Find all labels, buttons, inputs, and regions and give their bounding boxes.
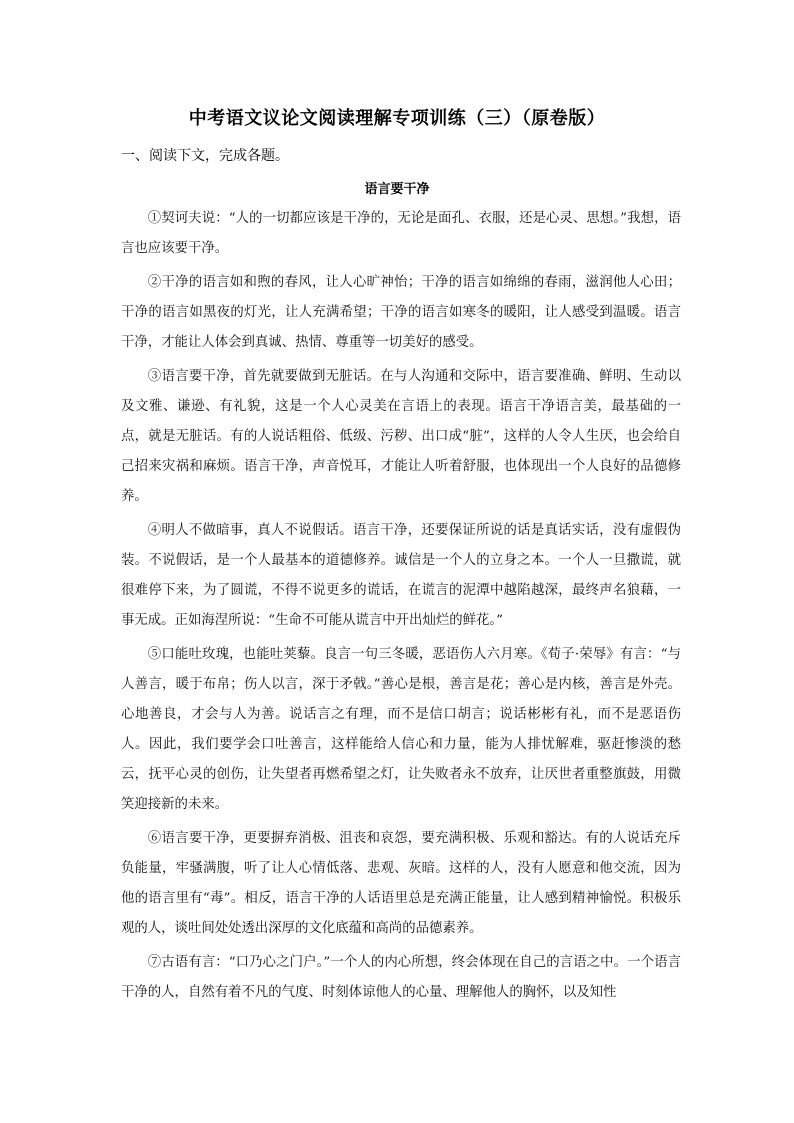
document-title: 中考语文议论文阅读理解专项训练（三）（原卷版） <box>188 108 606 129</box>
paragraph-6: ⑥语言要干净，更要摒弃消极、沮丧和哀怨，要充满积极、乐观和豁达。有的人说话充斥负能量，牢骚满腹，听了让人心情低落、悲观、灰暗。这样的人，没有人愿意和他交流，因为他的语言里有“毒”。相反，语言干净的人话语里总是充满正能量，让人感到精神愉悦。积极乐观的人，谈吐间处处透出深厚的文化底蕴和高尚的品德素养。 <box>121 831 681 936</box>
paragraph-5: ⑤口能吐玫瑰，也能吐荚藜。良言一句三冬暖，恶语伤人六月寒。《荀子·荣辱》有言：“与人善言，暖于布帛；伤人以言，深于矛戟。”善心是根，善言是花；善心是内核，善言是外壳。心地善良，才会与人为善。说话言之有理，而不是信口胡言；说话彬彬有礼，而不是恶语伤人。因此，我们要学会口吐善言，这样能给人信心和力量，能为人排忧解难，驱赶惨淡的愁云，抚平心灵的创伤，让失望者再燃希望之灯，让失败者永不放弃，让厌世者重整旗鼓，用微笑迎接新的未来。 <box>121 647 681 812</box>
article-title: 语言要干净 <box>364 182 430 197</box>
paragraph-2: ②干净的语言如和煦的春风，让人心旷神怡；干净的语言如绵绵的春雨，滋润他人心田；干净的语言如黑夜的灯光，让人充满希望；干净的语言如寒冬的暖阳，让人感受到温暖。语言干净，才能让人体会到真诚、热情、尊重等一切美好的感受。 <box>121 275 681 350</box>
paragraph-1: ①契诃夫说：“人的一切都应该是干净的，无论是面孔、衣服，还是心灵、思想。”我想，语言也应该要干净。 <box>121 211 681 256</box>
paragraph-3: ③语言要干净，首先就要做到无脏话。在与人沟通和交际中，语言要准确、鲜明、生动以及文雅、谦逊、有礼貌，这是一个人心灵美在言语上的表现。语言干净语言美，最基础的一点，就是无脏话。有的人说话粗俗、低级、污秽、出口成“脏”，这样的人令人生厌，也会给自己招来灾祸和麻烦。语言干净，声音悦耳，才能让人听着舒服，也体现出一个人良好的品德修养。 <box>121 369 681 504</box>
question-instruction: 一、阅读下文，完成各题。 <box>121 148 289 164</box>
paragraph-7: ⑦古语有言：“口乃心之门户。”一个人的内心所想，终会体现在自己的言语之中。一个语言干净的人，自然有着不凡的气度、时刻体谅他人的心量、理解他人的胸怀，以及知性 <box>121 955 681 1000</box>
paragraph-4: ④明人不做暗事，真人不说假话。语言干净，还要保证所说的话是真话实话，没有虚假伪装。不说假话，是一个人最基本的道德修养。诚信是一个人的立身之本。一个人一旦撒谎，就很难停下来，为了圆谎，不得不说更多的谎话，在谎言的泥潭中越陷越深，最终声名狼藉，一事无成。正如海涅所说：“生命不可能从谎言中开出灿烂的鲜花。” <box>121 523 681 628</box>
article-body <box>121 204 681 1012</box>
